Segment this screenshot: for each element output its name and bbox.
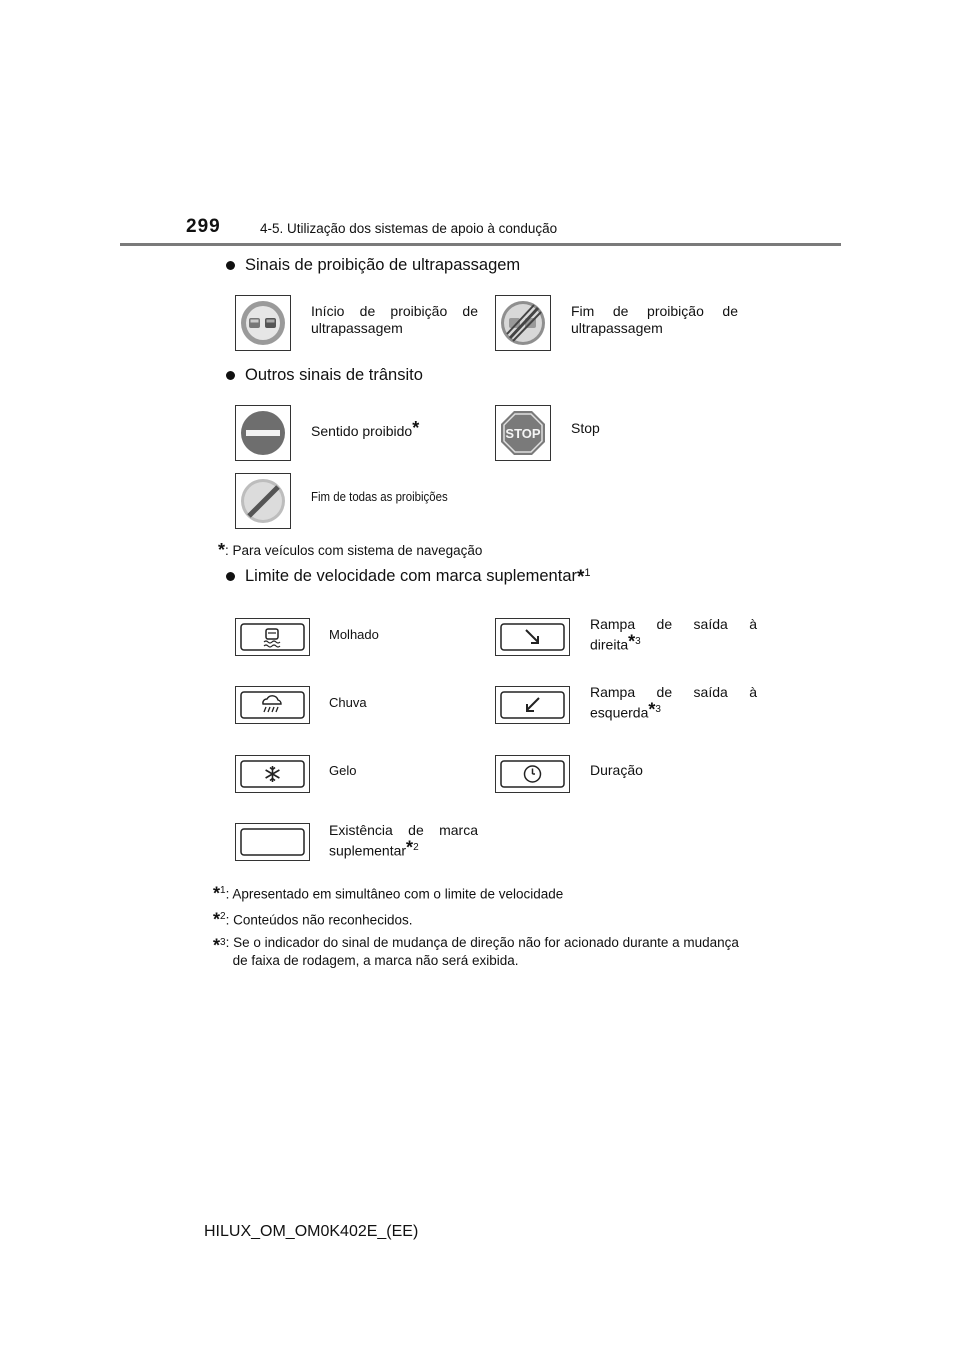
footnote-number: 2 — [220, 911, 226, 922]
page-number: 299 — [186, 216, 221, 237]
footnote-3-marker — [213, 934, 226, 970]
supplementary-plate-label-text: Existência de marca suplementar — [329, 822, 478, 859]
bullet-icon — [226, 572, 235, 581]
speed-limit-heading-text: Limite de velocidade com marca suplementar — [245, 567, 577, 585]
stop-label: Stop — [571, 420, 600, 436]
exit-ramp-right-label — [590, 616, 757, 654]
end-of-overtaking-prohibition-sign-icon — [495, 295, 551, 351]
header-divider — [120, 243, 841, 246]
document-code: HILUX_OM_OM0K402E_(EE) — [204, 1223, 419, 1240]
footnote-ref: 3 — [635, 636, 641, 647]
bullet-icon — [226, 371, 235, 380]
other-signs-heading-text: Outros sinais de trânsito — [245, 366, 423, 384]
supplementary-plate-label — [329, 822, 478, 860]
asterisk-mark: * — [213, 935, 221, 956]
stop-sign-icon — [495, 405, 551, 461]
footnote-number: 1 — [220, 885, 226, 896]
bullet-icon — [226, 261, 235, 270]
footnote-number: 3 — [220, 937, 226, 948]
wet-label: Molhado — [329, 627, 379, 642]
footnote-2 — [213, 908, 412, 930]
asterisk-mark: * — [406, 837, 414, 858]
duration-label: Duração — [590, 762, 643, 778]
overtaking-prohibited-sign-icon — [235, 295, 291, 351]
no-entry-sign-icon — [235, 405, 291, 461]
exit-ramp-left-plate-icon — [495, 686, 570, 724]
navigation-note-text: : Para veículos com sistema de navegação — [225, 543, 483, 558]
overtaking-prohibition-end-label: Fim de proibição de ultrapassagem — [571, 303, 738, 336]
no-entry-label — [311, 420, 478, 440]
footnote-ref: 2 — [413, 842, 419, 853]
other-signs-heading — [226, 366, 423, 385]
no-entry-label-text: Sentido proibido — [311, 423, 413, 439]
exit-ramp-right-label-text: Rampa de saída à direita — [590, 616, 757, 653]
asterisk-mark: * — [577, 567, 585, 588]
rain-label: Chuva — [329, 695, 367, 710]
footnote-ref: 1 — [584, 567, 591, 579]
wet-road-plate-icon — [235, 618, 310, 656]
asterisk-mark: * — [213, 883, 221, 904]
no-overtaking-heading — [226, 256, 520, 275]
footnote-1-text: : Apresentado em simultâneo com o limite de velocidade — [225, 886, 564, 902]
end-of-all-prohibitions-sign-icon — [235, 473, 291, 529]
footnote-3 — [213, 934, 753, 970]
end-of-all-prohibitions-label: Fim de todas as proibições — [311, 489, 448, 504]
rain-plate-icon — [235, 686, 310, 724]
overtaking-prohibition-start-label: Início de proibição de ultrapassagem — [311, 303, 478, 336]
asterisk-mark: * — [218, 540, 226, 560]
asterisk-mark: * — [412, 418, 420, 438]
asterisk-mark: * — [213, 909, 221, 930]
blank-plate-icon — [235, 823, 310, 861]
exit-ramp-left-label — [590, 684, 757, 722]
footnote-2-text: : Conteúdos não reconhecidos. — [225, 912, 413, 928]
asterisk-mark: * — [628, 631, 636, 652]
no-overtaking-heading-text: Sinais de proibição de ultrapassagem — [245, 256, 521, 274]
footnote-3-text: : Se o indicador do sinal de mudança de direção não for acionado durante a mudança de faixa de rodagem, a marca não será exibida. — [225, 935, 739, 968]
exit-ramp-left-label-text: Rampa de saída à esquerda — [590, 684, 757, 721]
footnote-ref: 3 — [655, 704, 661, 715]
section-title: 4-5. Utilização dos sistemas de apoio à condução — [260, 221, 558, 236]
ice-label: Gelo — [329, 763, 357, 778]
footnote-1 — [213, 882, 563, 904]
asterisk-mark: * — [648, 699, 656, 720]
ice-plate-icon — [235, 755, 310, 793]
navigation-note — [218, 541, 482, 560]
duration-plate-icon — [495, 755, 570, 793]
speed-limit-heading — [226, 567, 591, 589]
exit-ramp-right-plate-icon — [495, 618, 570, 656]
stop-sign-text: STOP — [505, 426, 541, 441]
